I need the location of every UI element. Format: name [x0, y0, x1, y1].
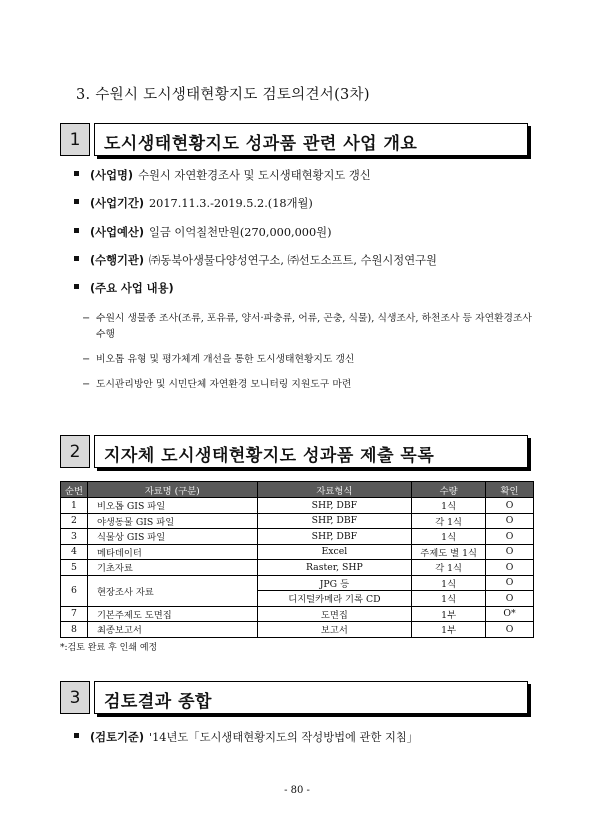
cell-check: O — [486, 529, 534, 545]
cell-check: O — [486, 513, 534, 529]
overview-item — [74, 167, 437, 181]
dash-marker: − — [82, 354, 91, 365]
cell-check: O* — [486, 606, 534, 622]
section-title-box — [94, 435, 528, 468]
cell-format: SHP, DBF — [257, 498, 412, 514]
cell-no: 1 — [61, 498, 88, 514]
table-row — [61, 606, 534, 622]
section-number: 3 — [60, 681, 90, 714]
cell-format: 보고서 — [257, 622, 412, 638]
section-3-header — [60, 681, 528, 717]
cell-no: 8 — [61, 622, 88, 638]
section-1-header — [60, 123, 528, 159]
section-number: 1 — [60, 123, 90, 156]
task-item — [82, 311, 542, 343]
task-item — [82, 352, 542, 368]
cell-check: O — [486, 575, 534, 591]
cell-name: 현장조사 자료 — [87, 575, 257, 606]
cell-no: 5 — [61, 560, 88, 576]
overview-item — [74, 195, 437, 209]
cell-qty: 1식 — [412, 591, 486, 607]
cell-check: O — [486, 591, 534, 607]
overview-item — [74, 280, 437, 294]
overview-item — [74, 224, 437, 238]
bullet-square-icon — [74, 199, 79, 204]
table-row — [61, 575, 534, 591]
review-list — [74, 729, 418, 757]
review-label: (검토기준) — [90, 731, 144, 744]
cell-name: 기초자료 — [87, 560, 257, 576]
section-2-header — [60, 435, 528, 471]
overview-value: ㈜동북아생물다양성연구소, ㈜선도소프트, 수원시정연구원 — [148, 253, 437, 267]
cell-no: 2 — [61, 513, 88, 529]
dash-marker: − — [82, 313, 91, 324]
overview-value: 2017.11.3.-2019.5.2.(18개월) — [148, 197, 313, 211]
cell-qty: 각 1식 — [412, 513, 486, 529]
cell-no: 6 — [61, 575, 88, 606]
overview-value: 수원시 자연환경조사 및 도시생태현황지도 갱신 — [138, 169, 371, 182]
overview-list — [74, 167, 437, 308]
cell-format: 도면집 — [257, 606, 412, 622]
table-row — [61, 622, 534, 638]
cell-no: 7 — [61, 606, 88, 622]
overview-label: (수행기관) — [90, 253, 144, 267]
cell-format: SHP, DBF — [257, 529, 412, 545]
column-header: 자료형식 — [257, 482, 412, 498]
cell-name: 비오톱 GIS 파일 — [87, 498, 257, 514]
task-text: 비오톱 유형 및 평가체계 개선을 통한 도시생태현황지도 갱신 — [96, 354, 355, 365]
cell-name: 식물상 GIS 파일 — [87, 529, 257, 545]
cell-qty: 1부 — [412, 606, 486, 622]
cell-no: 4 — [61, 544, 88, 560]
table-row — [61, 513, 534, 529]
cell-format: Excel — [257, 544, 412, 560]
section-title: 검토결과 종합 — [104, 692, 212, 712]
overview-label: (사업기간) — [90, 197, 144, 211]
section-title-box — [94, 681, 528, 714]
section-title: 지자체 도시생태현황지도 성과품 제출 목록 — [104, 446, 435, 466]
column-header: 수량 — [412, 482, 486, 498]
overview-item — [74, 252, 437, 266]
overview-label: (주요 사업 내용) — [90, 282, 174, 296]
cell-qty: 1식 — [412, 575, 486, 591]
cell-check: O — [486, 622, 534, 638]
overview-value: 일금 이억칠천만원(270,000,000원) — [148, 225, 332, 239]
submission-table — [60, 481, 534, 638]
bullet-square-icon — [74, 171, 79, 176]
column-header: 순번 — [61, 482, 88, 498]
cell-format: JPG 등 — [257, 575, 412, 591]
cell-check: O — [486, 498, 534, 514]
overview-label: (사업명) — [90, 169, 134, 182]
cell-no: 3 — [61, 529, 88, 545]
bullet-square-icon — [74, 733, 79, 738]
cell-format: Raster, SHP — [257, 560, 412, 576]
review-item — [74, 729, 418, 743]
task-text: 수원시 생물종 조사(조류, 포유류, 양서·파충류, 어류, 곤충, 식물), 식생조사, 하천조사 등 자연환경조사 수행 — [96, 313, 532, 340]
bullet-square-icon — [74, 284, 79, 289]
table-header-row — [61, 482, 534, 498]
table-row — [61, 560, 534, 576]
cell-name: 최종보고서 — [87, 622, 257, 638]
cell-name: 야생동물 GIS 파일 — [87, 513, 257, 529]
bullet-square-icon — [74, 256, 79, 261]
table-row — [61, 544, 534, 560]
task-text: 도시관리방안 및 시민단체 자연환경 모니터링 지원도구 마련 — [96, 379, 352, 390]
column-header: 확인 — [486, 482, 534, 498]
cell-qty: 1부 — [412, 622, 486, 638]
table-footnote: *:검토 완료 후 인쇄 예정 — [60, 643, 158, 653]
cell-name: 메타데이터 — [87, 544, 257, 560]
cell-qty: 주제도 별 1식 — [412, 544, 486, 560]
cell-check: O — [486, 560, 534, 576]
overview-label: (사업예산) — [90, 225, 144, 239]
cell-qty: 각 1식 — [412, 560, 486, 576]
review-value: '14년도「도시생태현황지도의 작성방법에 관한 지침」 — [148, 731, 419, 744]
cell-format: 디지털카메라 기록 CD — [257, 591, 412, 607]
cell-format: SHP, DBF — [257, 513, 412, 529]
document-title: 3. 수원시 도시생태현황지도 검토의견서(3차) — [76, 87, 370, 103]
bullet-square-icon — [74, 228, 79, 233]
table-row — [61, 498, 534, 514]
column-header: 자료명 (구분) — [87, 482, 257, 498]
page-number: - 80 - — [284, 785, 310, 796]
section-title: 도시생태현황지도 성과품 관련 사업 개요 — [104, 134, 418, 154]
cell-check: O — [486, 544, 534, 560]
task-list — [82, 311, 542, 402]
table-row — [61, 529, 534, 545]
section-title-box — [94, 123, 528, 156]
cell-qty: 1식 — [412, 529, 486, 545]
task-item — [82, 377, 542, 393]
dash-marker: − — [82, 379, 91, 390]
cell-name: 기본주제도 도면집 — [87, 606, 257, 622]
section-number: 2 — [60, 435, 90, 468]
cell-qty: 1식 — [412, 498, 486, 514]
